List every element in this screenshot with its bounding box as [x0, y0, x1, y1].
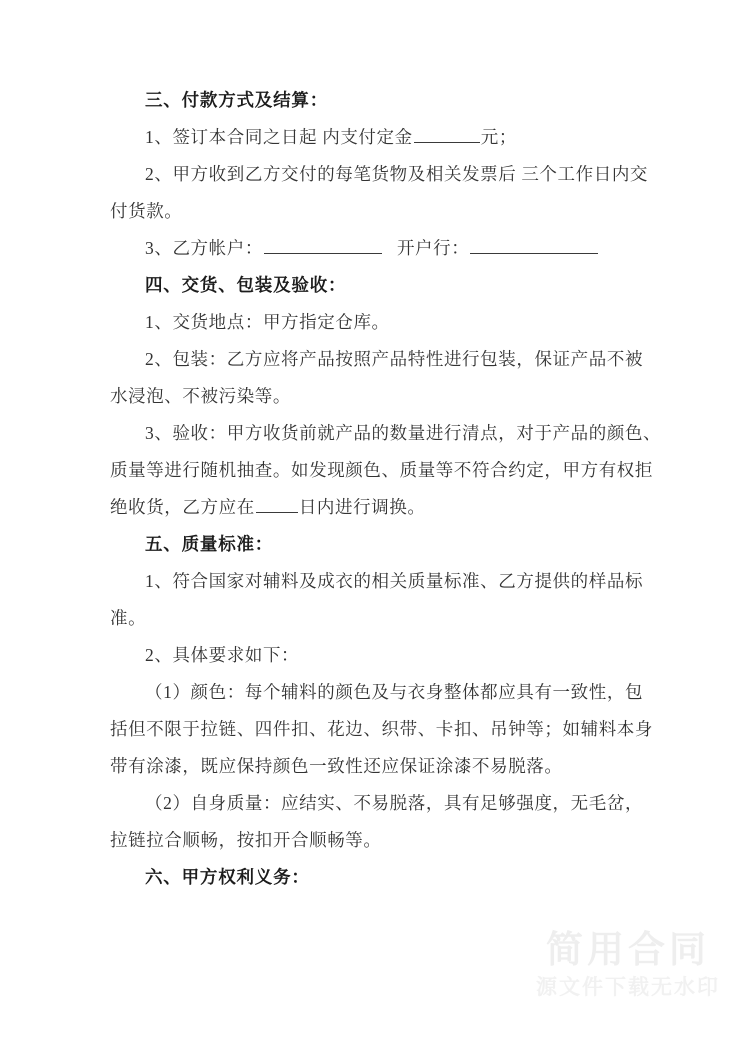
paragraph — [110, 230, 632, 267]
text-run: （1）颜色：每个辅料的颜色及与衣身整体都应具有一致性，包 — [145, 682, 644, 702]
paragraph — [110, 785, 644, 859]
paragraph — [110, 674, 653, 785]
text-run: 元； — [480, 127, 517, 147]
text-line — [110, 119, 632, 156]
text-run: （2）自身质量：应结实、不易脱落，具有足够强度，无毛岔， — [145, 793, 644, 813]
text-run: 拉链拉合顺畅，按扣开合顺畅等。 — [110, 830, 382, 850]
text-run: 准。 — [110, 608, 147, 628]
text-run: 2、甲方收到乙方交付的每笔货物及相关发票后 三个工作日内交 — [145, 164, 649, 184]
text-line — [110, 304, 632, 341]
section-heading: 三、付款方式及结算： — [145, 90, 328, 110]
document-content — [110, 82, 662, 896]
text-line — [110, 193, 632, 230]
watermark — [536, 929, 720, 1001]
paragraph — [110, 637, 632, 674]
text-line — [110, 674, 644, 711]
text-line — [110, 230, 632, 267]
fill-in-blank[interactable] — [470, 238, 598, 254]
section-heading: 四、交货、包装及验收： — [145, 275, 347, 295]
text-run: 1、交货地点：甲方指定仓库。 — [145, 312, 390, 332]
text-run: 水浸泡、不被污染等。 — [110, 386, 291, 406]
text-run: 括但不限于拉链、四件扣、花边、织带、卡扣、吊钟等；如辅料本身 — [110, 719, 653, 739]
text-line — [110, 822, 632, 859]
text-line — [110, 378, 632, 415]
paragraph — [110, 563, 644, 637]
text-run: 1、签订本合同之日起 内支付定金 — [145, 127, 413, 147]
section-heading: 六、甲方权利义务： — [145, 867, 310, 887]
fill-in-blank[interactable] — [264, 238, 382, 254]
watermark-sub-text: 源文件下载无水印 — [536, 975, 720, 999]
text-line — [110, 563, 644, 600]
fill-in-blank[interactable] — [414, 127, 480, 143]
text-run: 2、具体要求如下： — [145, 645, 300, 665]
text-run: 质量等进行随机抽查。如发现颜色、质量等不符合约定，甲方有权拒 — [110, 460, 653, 480]
text-run: 开户行： — [396, 238, 470, 258]
text-line — [110, 452, 653, 489]
paragraph — [110, 304, 632, 341]
paragraph — [110, 415, 662, 526]
paragraph — [110, 119, 632, 156]
text-run: 2、包装：乙方应将产品按照产品特性进行包装，保证产品不被 — [145, 349, 644, 369]
text-run: 绝收货，乙方应在 — [110, 497, 255, 517]
text-run: 付货款。 — [110, 201, 183, 221]
text-run: 日内进行调换。 — [298, 497, 426, 517]
text-run: 1、符合国家对辅料及成衣的相关质量标准、乙方提供的样品标 — [145, 571, 644, 591]
text-line — [110, 341, 644, 378]
fill-in-blank[interactable] — [256, 497, 298, 513]
text-line — [110, 489, 632, 526]
text-line — [110, 748, 632, 785]
watermark-main-text: 简用合同 — [546, 929, 710, 971]
text-run: 3、验收：甲方收货前就产品的数量进行清点，对于产品的颜色、 — [145, 423, 662, 443]
text-run: 带有涂漆，既应保持颜色一致性还应保证涂漆不易脱落。 — [110, 756, 563, 776]
text-line — [110, 637, 632, 674]
text-line — [110, 156, 649, 193]
paragraph — [110, 156, 649, 230]
text-line — [110, 415, 662, 452]
section-heading: 五、质量标准： — [145, 534, 274, 554]
text-run: 3、乙方帐户： — [145, 238, 263, 258]
text-line — [110, 711, 653, 748]
paragraph — [110, 341, 644, 415]
text-line — [110, 785, 644, 822]
text-line — [110, 600, 632, 637]
